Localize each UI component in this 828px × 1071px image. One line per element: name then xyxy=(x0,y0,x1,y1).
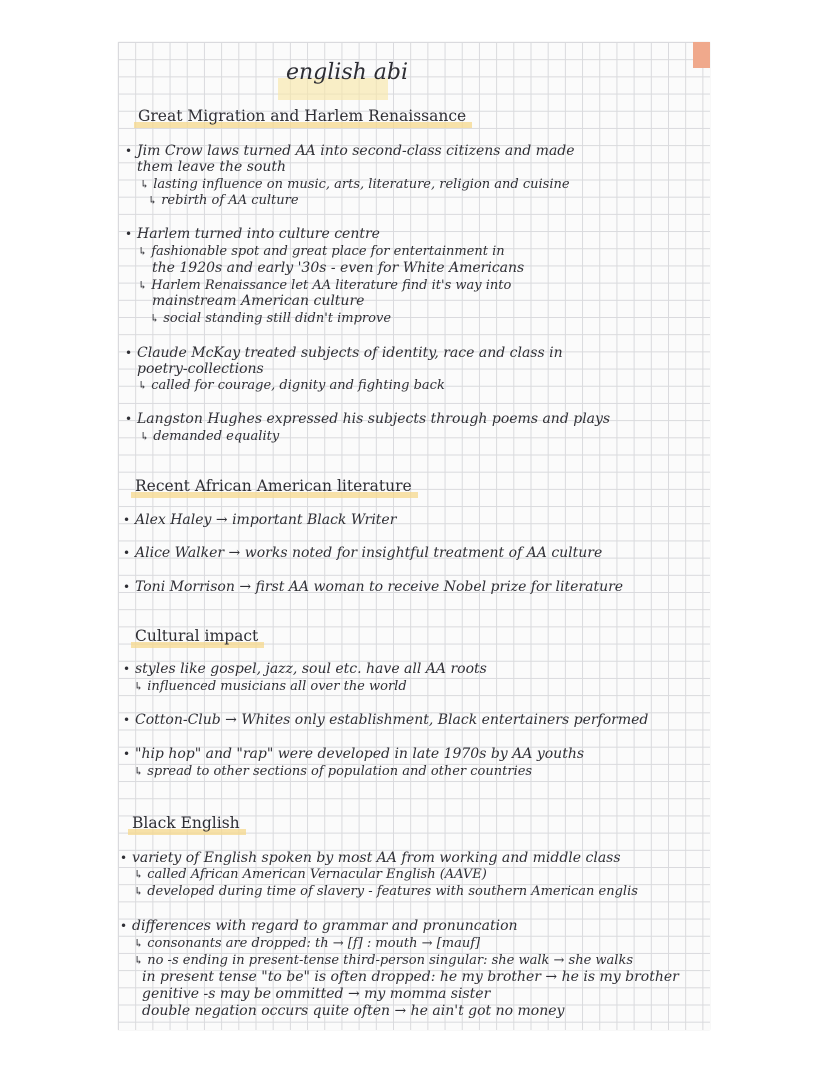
note-subline: ↳ social standing still didn't improve xyxy=(150,310,391,327)
note-line: • Langston Hughes expressed his subjects through poems and plays xyxy=(137,411,610,428)
note-subline: ↳ influenced musicians all over the world xyxy=(134,678,407,695)
note-line: • variety of English spoken by most AA from working and middle class xyxy=(132,850,621,867)
note-line: • styles like gospel, jazz, soul etc. have all AA roots xyxy=(135,661,487,678)
note-subline: ↳ developed during time of slavery - features with southern American englis xyxy=(134,883,638,900)
note-subline: ↳ Harlem Renaissance let AA literature find it's way into xyxy=(138,277,511,294)
note-line: • Alex Haley → important Black Writer xyxy=(135,512,396,529)
note-line: them leave the south xyxy=(137,159,287,175)
note-subline: ↳ demanded equality xyxy=(140,428,279,445)
note-subline: ↳ consonants are dropped: th → [f] : mouth → [mauf] xyxy=(134,935,480,952)
section-heading-cultural-impact: Cultural impact xyxy=(135,626,258,646)
note-line: • Jim Crow laws turned AA into second-class citizens and made xyxy=(137,143,575,160)
note-line: • Toni Morrison → first AA woman to receive Nobel prize for literature xyxy=(135,579,623,596)
note-subline: ↳ lasting influence on music, arts, literature, religion and cuisine xyxy=(140,176,570,193)
note-subline: ↳ called African American Vernacular English (AAVE) xyxy=(134,866,487,883)
note-line: • Cotton-Club → Whites only establishment, Black entertainers performed xyxy=(135,712,648,729)
note-line: in present tense "to be" is often dropped: he my brother → he is my brother xyxy=(142,969,679,985)
note-line: • differences with regard to grammar and pronuncation xyxy=(132,918,518,935)
page-title: english abi xyxy=(252,58,442,104)
section-heading-recent-literature: Recent African American literature xyxy=(135,476,412,496)
note-line: genitive -s may be ommitted → my momma sister xyxy=(142,986,491,1002)
section-heading-black-english: Black English xyxy=(132,813,240,833)
note-line: • "hip hop" and "rap" were developed in late 1970s by AA youths xyxy=(135,746,584,763)
note-line: • Alice Walker → works noted for insightful treatment of AA culture xyxy=(135,545,602,562)
note-line: mainstream American culture xyxy=(152,293,365,309)
note-line: double negation occurs quite often → he ain't got no money xyxy=(142,1003,565,1019)
note-subline: ↳ rebirth of AA culture xyxy=(148,192,299,209)
note-subline: ↳ spread to other sections of population and other countries xyxy=(134,763,532,780)
note-line: • Claude McKay treated subjects of identity, race and class in xyxy=(137,345,563,362)
note-subline: ↳ no -s ending in present-tense third-person singular: she walk → she walks xyxy=(134,952,633,969)
note-line: the 1920s and early '30s - even for White Americans xyxy=(152,260,525,276)
note-line: • Harlem turned into culture centre xyxy=(137,226,380,243)
note-line: poetry-collections xyxy=(137,361,264,377)
sticky-tab xyxy=(693,42,710,68)
section-heading-great-migration: Great Migration and Harlem Renaissance xyxy=(138,106,466,126)
note-subline: ↳ fashionable spot and great place for entertainment in xyxy=(138,243,505,260)
note-subline: ↳ called for courage, dignity and fighting back xyxy=(138,377,445,394)
